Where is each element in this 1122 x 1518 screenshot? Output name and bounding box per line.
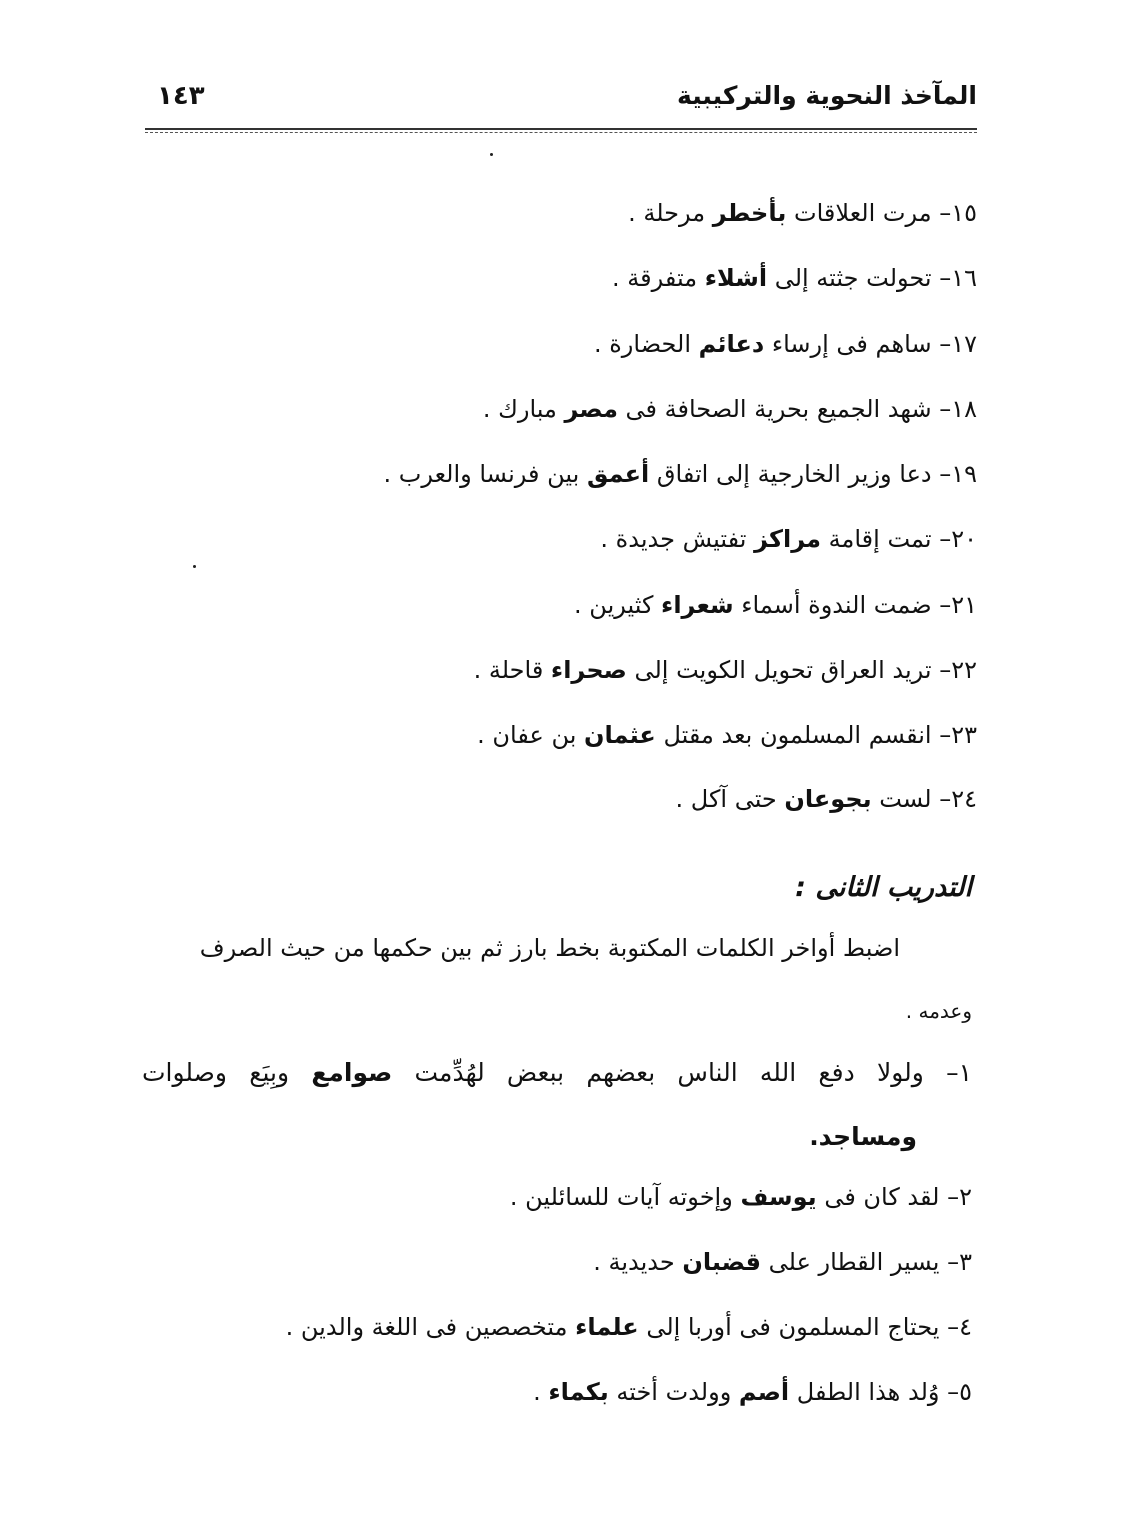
page-header bbox=[145, 78, 977, 114]
item-number: ٥ bbox=[959, 1378, 972, 1406]
item-bold-word: بأخطر bbox=[712, 199, 787, 227]
exercise-item bbox=[676, 779, 977, 819]
item-text: ولولا دفع الله الناس بعضهم ببعض لهُدِّمت bbox=[392, 1058, 924, 1087]
item-bold-word: صحراء bbox=[550, 656, 627, 684]
item-bold-word: مراكز bbox=[754, 525, 822, 553]
item-number: ١٨ bbox=[951, 395, 977, 423]
item-text: وبِيَع وصلوات bbox=[142, 1058, 312, 1087]
item-bold-word: أصم bbox=[738, 1378, 790, 1406]
item-text: يسير القطار على bbox=[761, 1248, 940, 1276]
item-text: وإخوته آيات للسائلين . bbox=[509, 1183, 741, 1211]
item-text: تفتيش جديدة . bbox=[600, 525, 755, 553]
item-text: ساهم فى إرساء bbox=[764, 330, 932, 358]
exercise-item bbox=[574, 585, 977, 625]
item-text: دعا وزير الخارجية إلى اتفاق bbox=[649, 460, 932, 488]
item-dash: – bbox=[931, 395, 952, 423]
exercise-item bbox=[483, 389, 977, 429]
item-number: ٢٤ bbox=[951, 785, 977, 813]
exercise-item bbox=[600, 519, 977, 559]
item-dash: – bbox=[923, 1058, 959, 1087]
item-text: متفرقة . bbox=[612, 264, 705, 292]
item-dash: – bbox=[931, 330, 952, 358]
item-number: ٢ bbox=[959, 1183, 972, 1211]
item-text: الحضارة . bbox=[593, 330, 699, 358]
item-bold-word-continued: ومساجد. bbox=[809, 1122, 917, 1151]
item-text: بن عفان . bbox=[477, 721, 585, 749]
item-dash: – bbox=[931, 525, 952, 553]
item-number: ٤ bbox=[959, 1313, 972, 1341]
item-bold-word: مصر bbox=[564, 395, 618, 423]
item-dash: – bbox=[931, 721, 952, 749]
exercise-item bbox=[628, 193, 977, 233]
exercise-item-wide bbox=[142, 1053, 972, 1093]
item-text: وولدت أخته bbox=[608, 1378, 739, 1406]
section-instruction-continued: وعدمه . bbox=[905, 999, 972, 1023]
item-dash: – bbox=[931, 264, 952, 292]
item-bold-word: أشلاء bbox=[704, 264, 768, 292]
item-dash: – bbox=[931, 656, 952, 684]
item-number: ٢١ bbox=[951, 591, 977, 619]
section-heading: التدريب الثانى : bbox=[795, 872, 972, 903]
section-instruction: اضبط أواخر الكلمات المكتوبة بخط بارز ثم بين حكمها من حيث الصرف bbox=[199, 934, 900, 962]
item-number: ١٦ bbox=[951, 264, 977, 292]
item-text: انقسم المسلمون بعد مقتل bbox=[655, 721, 932, 749]
item-bold-word: علماء bbox=[575, 1313, 639, 1341]
item-number: ٢٢ bbox=[951, 656, 977, 684]
exercise-item bbox=[510, 1177, 972, 1217]
item-text: تمت إقامة bbox=[821, 525, 932, 553]
running-title: المآخذ النحوية والتركيبية bbox=[677, 81, 977, 110]
item-bold-word: صوامع bbox=[311, 1058, 393, 1087]
header-rule bbox=[145, 128, 977, 130]
item-number: ١ bbox=[958, 1058, 973, 1087]
item-dash: – bbox=[939, 1313, 960, 1341]
item-bold-word: بجوعان bbox=[784, 785, 872, 813]
item-text: ضمت الندوة أسماء bbox=[733, 591, 932, 619]
header-rule-dashed bbox=[145, 132, 977, 134]
exercise-item bbox=[533, 1372, 972, 1412]
item-bold-word: عثمان bbox=[584, 721, 656, 749]
exercise-item bbox=[594, 324, 977, 364]
item-text: شهد الجميع بحرية الصحافة فى bbox=[617, 395, 932, 423]
page-number: ١٤٣ bbox=[157, 81, 205, 111]
item-text: حديدية . bbox=[593, 1248, 683, 1276]
exercise-item bbox=[477, 715, 977, 755]
item-text: بين فرنسا والعرب . bbox=[383, 460, 587, 488]
exercise-item bbox=[286, 1307, 972, 1347]
exercise-item bbox=[593, 1242, 972, 1282]
item-text: وُلد هذا الطفل bbox=[789, 1378, 940, 1406]
item-dash: – bbox=[939, 1378, 960, 1406]
item-dash: – bbox=[931, 199, 952, 227]
item-text: تحولت جثته إلى bbox=[767, 264, 932, 292]
item-bold-word: بكماء bbox=[548, 1378, 609, 1406]
item-text: مبارك . bbox=[482, 395, 565, 423]
item-dash: – bbox=[939, 1183, 960, 1211]
item-number: ١٩ bbox=[951, 460, 977, 488]
exercise-item bbox=[474, 650, 977, 690]
item-bold-word: أعمق bbox=[586, 460, 650, 488]
item-number: ٢٣ bbox=[951, 721, 977, 749]
item-text: . bbox=[533, 1378, 549, 1406]
item-text: مرحلة . bbox=[628, 199, 713, 227]
item-dash: – bbox=[931, 591, 952, 619]
item-text: يحتاج المسلمون فى أوربا إلى bbox=[638, 1313, 940, 1341]
scan-speck bbox=[490, 153, 493, 156]
item-bold-word: قضبان bbox=[682, 1248, 762, 1276]
item-text: متخصصين فى اللغة والدين . bbox=[285, 1313, 576, 1341]
item-text: كثيرين . bbox=[574, 591, 662, 619]
item-text: قاحلة . bbox=[473, 656, 551, 684]
item-number: ١٧ bbox=[951, 330, 977, 358]
item-number: ٣ bbox=[959, 1248, 972, 1276]
item-dash: – bbox=[931, 460, 952, 488]
item-text: لقد كان فى bbox=[816, 1183, 940, 1211]
item-number: ٢٠ bbox=[951, 525, 977, 553]
item-bold-word: دعائم bbox=[698, 330, 765, 358]
item-text: تريد العراق تحويل الكويت إلى bbox=[626, 656, 932, 684]
item-text: لست bbox=[871, 785, 932, 813]
item-number: ١٥ bbox=[951, 199, 977, 227]
scan-speck bbox=[193, 565, 196, 568]
item-text: حتى آكل . bbox=[675, 785, 785, 813]
item-bold-word: يوسف bbox=[740, 1183, 817, 1211]
item-bold-word: شعراء bbox=[661, 591, 734, 619]
item-text: مرت العلاقات bbox=[786, 199, 932, 227]
exercise-item bbox=[384, 454, 978, 494]
exercise-item bbox=[612, 258, 977, 298]
item-dash: – bbox=[931, 785, 952, 813]
item-dash: – bbox=[939, 1248, 960, 1276]
